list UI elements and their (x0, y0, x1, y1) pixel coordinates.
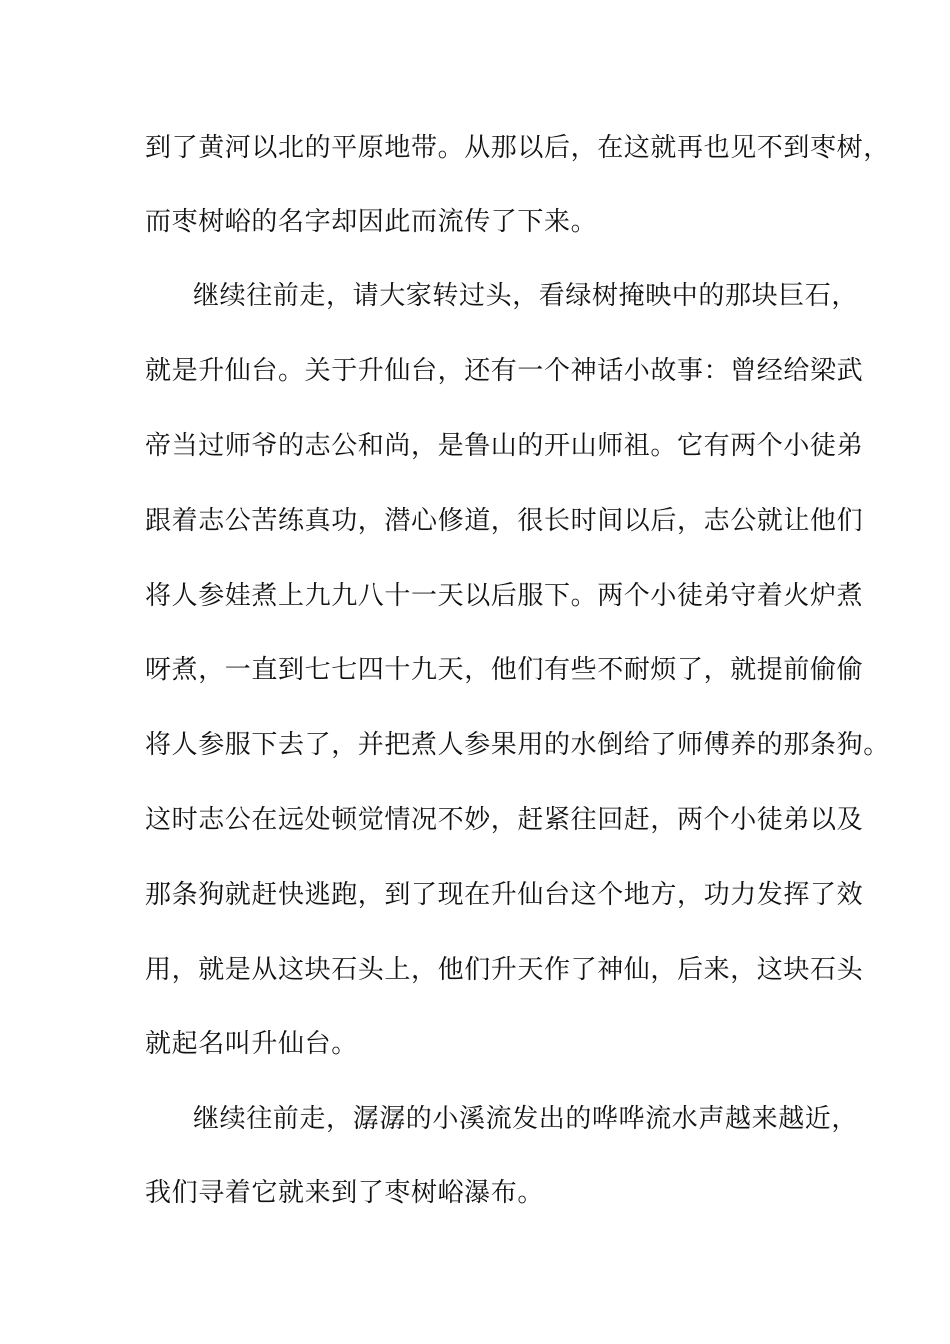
text-line-6: 跟着志公苦练真功，潜心修道，很长时间以后，志公就让他们 (145, 506, 864, 536)
paragraph-start-line: 继续往前走，请大家转过头，看绿树掩映中的那块巨石， (193, 281, 859, 311)
text-line-11: 那条狗就赶快逃跑，到了现在升仙台这个地方，功力发挥了效 (145, 880, 864, 910)
text-line-15: 我们寻着它就来到了枣树峪瀑布。 (145, 1178, 545, 1208)
text-line-5: 帝当过师爷的志公和尚，是鲁山的开山师祖。它有两个小徒弟 (145, 431, 864, 461)
text-line-2: 而枣树峪的名字却因此而流传了下来。 (145, 207, 598, 237)
text-line-13: 就起名叫升仙台。 (145, 1029, 358, 1059)
text-line-8: 呀煮，一直到七七四十九天，他们有些不耐烦了，就提前偷偷 (145, 655, 864, 685)
text-line-7: 将人参娃煮上九九八十一天以后服下。两个小徒弟守着火炉煮 (145, 581, 864, 611)
text-line-10: 这时志公在远处顿觉情况不妙，赶紧往回赶，两个小徒弟以及 (145, 805, 864, 835)
text-line-9: 将人参服下去了，并把煮人参果用的水倒给了师傅养的那条狗。 (145, 730, 890, 760)
text-line-1: 到了黄河以北的平原地带。从那以后，在这就再也见不到枣树， (145, 133, 890, 163)
paragraph-start-line: 继续往前走，潺潺的小溪流发出的哗哗流水声越来越近， (193, 1104, 859, 1134)
text-line-4: 就是升仙台。关于升仙台，还有一个神话小故事：曾经给梁武 (145, 356, 864, 386)
text-line-12: 用，就是从这块石头上，他们升天作了神仙，后来，这块石头 (145, 955, 864, 985)
